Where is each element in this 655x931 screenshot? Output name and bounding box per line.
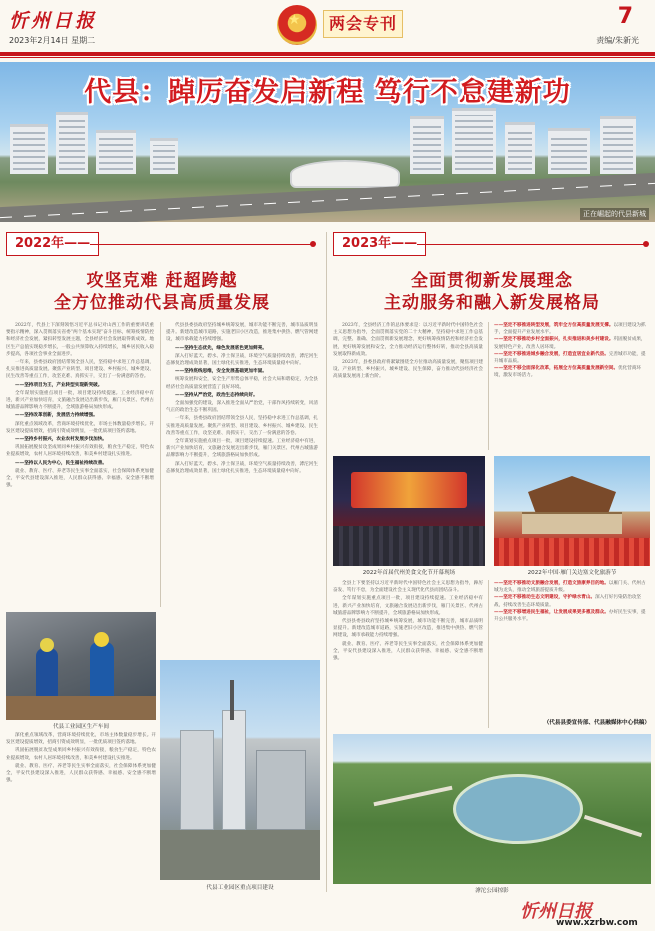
bullet-head: ——坚定不移增进民生福祉，让发展成果更多惠及群众。 — [494, 609, 609, 615]
paragraph: 巩固拓展脱贫攻坚成果同乡村振兴有效衔接，粮食生产稳定，特色农业提质增效，农村人居环境持续改善，和美乡村建设扎实推进。 — [6, 445, 154, 458]
headline-line: 攻坚克难 赶超跨越 — [86, 271, 238, 291]
article-column — [333, 322, 483, 450]
food-festival-photo — [333, 456, 485, 566]
column-divider — [488, 580, 489, 728]
page-number: 7 — [617, 4, 633, 29]
paragraph: 全年谋划实施重点项目一批，项目建设持续提速。工业经济稳中有进，新兴产业加快培育，文旅融合发展迈出新步伐，雁门关景区、代州古城旅游品牌影响力不断提升，全域旅游格局加快形成。 — [333, 596, 483, 616]
safety-helmet-icon — [40, 638, 54, 652]
editor-credit: 责编/朱新光 — [596, 36, 639, 45]
masthead-divider-thin — [0, 57, 655, 58]
park-lake — [453, 774, 583, 844]
paragraph: 代县县委县政府坚持城乡统筹发展，城市功能不断完善，城市品质明显提升。新建改造城市道路，实施老旧小区改造，推进集中供热、燃气管网建设，城市承载能力持续增强。 — [166, 323, 318, 343]
hero-caption: 正在崛起的代县新城 — [580, 208, 649, 220]
bullet-list — [494, 322, 650, 450]
bullet-body: 巩固脱贫成果，发展特色产业，改善人居环境。 — [494, 337, 646, 350]
paragraph: 深入打好蓝天、碧水、净土保卫战，环境空气质量持续改善，滹沱河生态修复治理成效显著，国土绿化扎实推进，生态环境质量稳中向好。 — [166, 461, 318, 474]
headline-line: 全方位推动代县高质量发展 — [54, 293, 270, 313]
section-title: 两会专刊 — [323, 10, 403, 38]
park-path — [584, 815, 642, 837]
machinery — [6, 696, 156, 720]
bullet-body: 以项目建设为抓手，全面提升产业发展水平。 — [494, 323, 646, 336]
bullet-head: ——坚定不移推进城乡融合发展，打造宜居宜业新代县。 — [494, 351, 609, 357]
footer-website: www.xzrbw.com — [556, 918, 638, 928]
subheading: ——坚持项目为王，产业转型实现新突破。 — [15, 382, 103, 388]
bullet-item — [494, 594, 650, 608]
paragraph: 全年谋划实施重点项目一批，项目建设持续提速。工业经济稳中有进，新兴产业加快培育，文旅融合发展迈出新步伐，雁门关景区、代州古城旅游品牌影响力不断提升，全域旅游格局加快形成。 — [166, 439, 318, 459]
bullet-item — [494, 351, 650, 365]
bullet-head: ——坚定不移推动文旅融合发展，打造文旅康养目的地。 — [494, 581, 609, 586]
masthead-divider — [0, 52, 655, 56]
article-column — [333, 580, 483, 728]
year-rule — [90, 244, 312, 245]
bullet-body: 办好民生实事，提升公共服务水平。 — [494, 609, 646, 623]
paragraph: 一年来，县委县政府团结带领全县人民，坚持稳中求进工作总基调，扎实推进高质量发展。聚焦产业转型、项目建设、乡村振兴、城乡建设、民生改善等重点工作，攻坚克难、真抓实干，交出了一份满意的答卷。 — [6, 360, 154, 380]
paragraph: 全年谋划实施重点项目一批，项目建设持续提速。工业经济稳中有进，新兴产业加快培育，文旅融合发展迈出新步伐，雁门关景区、代州古城旅游品牌影响力不断提升，全域旅游格局加快形成。 — [6, 390, 154, 411]
audience — [333, 526, 485, 566]
article-column — [6, 322, 154, 607]
page-divider — [326, 232, 327, 892]
plant-tower — [180, 730, 214, 830]
page-headline: 代县：踔厉奋发启新程 笃行不怠建新功 — [84, 77, 571, 108]
headline-line: 全面贯彻新发展理念 — [411, 271, 573, 291]
bullet-head: ——坚定不移推动生态文明建设，守护绿水青山。 — [494, 595, 596, 601]
paragraph: 统筹发展和安全，安全生产形势总体平稳，社会大局和谐稳定，为全县经济社会高质量发展营造了良好环境。 — [166, 377, 318, 390]
photo-caption: 代县工业园区重点项目建设 — [206, 885, 274, 891]
subheading: ——坚持乡村振兴，农业农村发展步伐加快。 — [15, 437, 107, 443]
park-path — [373, 786, 452, 807]
building — [10, 124, 48, 174]
plant-building — [256, 750, 306, 830]
bullet-item — [494, 322, 650, 336]
bullet-head: ——坚定不移推进转型发展，筑牢全方位高质量发展支撑。 — [494, 323, 614, 328]
building — [548, 128, 590, 174]
subheading: ——坚持生态优先，绿色发展底色更加鲜亮。 — [175, 345, 267, 351]
issue-date: 2023年2月14日 星期二 — [9, 36, 96, 45]
bullet-item — [494, 580, 650, 594]
photo-caption: 代县工业园区生产车间 — [53, 724, 109, 730]
bullet-body: 以雁门关、代州古城为龙头，推动全域旅游提质升级。 — [494, 581, 646, 594]
photo-caption: 2022年中国·雁门关边塞文化旅游节 — [527, 570, 617, 576]
footer-logo: 忻州日报 — [520, 901, 592, 922]
year-rule — [417, 244, 645, 245]
paragraph: 深化重点领域改革，营商环境持续优化，市场主体数量稳步增长。开发区建设提质增效，招商引资成效明显，一批优质项目签约落地。 — [6, 733, 156, 746]
year-band-2022 — [6, 232, 318, 258]
bullet-item — [494, 365, 650, 379]
newspaper-logo: 忻州日报 — [9, 10, 98, 32]
safety-helmet-icon — [94, 632, 109, 647]
masthead — [0, 0, 655, 58]
column-divider — [160, 322, 161, 607]
bullet-item — [494, 336, 650, 350]
performers — [494, 538, 650, 566]
year-band-2023 — [333, 232, 651, 258]
frontier-festival-photo — [494, 456, 650, 566]
building — [600, 116, 636, 174]
column-divider — [488, 322, 489, 450]
worker-figure — [90, 642, 114, 704]
year-rule-dot — [310, 241, 316, 247]
paragraph: 2023年，全县经济工作的总体要求是：以习近平新时代中国特色社会主义思想为指导，全面贯彻落实党的二十大精神，坚持稳中求进工作总基调，完整、准确、全面贯彻新发展理念，更好统筹疫情防控和经济社会发展，更好统筹发展和安全，全力推动经济运行整体好转，推动全县高质量发展取得新成效。 — [333, 323, 483, 357]
article-column — [166, 322, 318, 652]
year-label: 2023年—— — [333, 232, 426, 256]
ground — [160, 830, 320, 880]
chimney — [230, 680, 234, 720]
photo-caption: 滹沱公园掠影 — [475, 888, 509, 894]
subheading: ——坚持从严治党，政治生态持续向好。 — [175, 392, 258, 398]
paragraph: 深入打好蓝天、碧水、净土保卫战，环境空气质量持续改善，滹沱河生态修复治理成效显著，国土绿化扎实推进，生态环境质量稳中向好。 — [166, 353, 318, 367]
bullet-body: 优化营商环境，激发市场活力。 — [494, 366, 642, 379]
paragraph: 代县县委县政府坚持城乡统筹发展，城市功能不断完善，城市品质明显提升。新建改造城市道路，实施老旧小区改造，推进集中供热、燃气管网建设，城市承载能力持续增强。 — [333, 619, 483, 639]
park-aerial-photo — [333, 734, 651, 884]
bullet-list — [494, 580, 650, 716]
photo-caption: 2022年首届代州美食文化节开幕现场 — [362, 570, 456, 576]
paragraph: 就业、教育、医疗、养老等民生实事全面落实，社会保障体系更加健全，平安代县建设深入推进，人民群众获得感、幸福感、安全感不断增强。 — [6, 763, 156, 784]
right-headline — [333, 270, 651, 314]
paragraph: 全面加强党的建设，深入推进全面从严治党，干部作风持续转变，风清气正的政治生态不断巩固。 — [166, 401, 318, 414]
building — [505, 122, 535, 174]
factory-workers-photo — [6, 612, 156, 720]
year-label: 2022年—— — [6, 232, 99, 256]
bullet-item — [494, 609, 650, 623]
bullet-head: ——坚定不移推动乡村全面振兴，扎实推进和美乡村建设。 — [494, 337, 614, 343]
stadium — [290, 160, 400, 188]
paragraph: 2023年，县委县政府将紧紧围绕全方位推动高质量发展，聚焦项目建设、产业转型、乡村振兴、城乡建设、民生保障，奋力推动代县经济社会高质量发展再上新台阶。 — [333, 360, 483, 380]
paragraph: 就业、教育、医疗、养老等民生实事全面落实，社会保障体系更加健全，平安代县建设深入推进，人民群众获得感、幸福感、安全感不断增强。 — [333, 641, 483, 662]
headline-line: 主动服务和融入新发展格局 — [384, 293, 600, 313]
year-rule-dot — [643, 241, 649, 247]
article-column — [6, 732, 156, 882]
building — [150, 138, 178, 174]
bullet-body: 完善城市功能，提升城市品质。 — [494, 351, 646, 365]
building — [452, 108, 496, 174]
building — [96, 130, 136, 174]
paragraph: 巩固拓展脱贫攻坚成果同乡村振兴有效衔接，粮食生产稳定，特色农业提质增效，农村人居环境持续改善，和美乡村建设扎实推进。 — [6, 748, 156, 761]
plant-tower — [222, 710, 246, 830]
gate-tower — [528, 476, 616, 516]
building — [56, 112, 88, 174]
subheading: ——坚持底线思维，安全发展基础更加牢固。 — [175, 369, 267, 375]
paragraph: 就业、教育、医疗、养老等民生实事全面落实，社会保障体系更加健全，平安代县建设深入推进，人民群众获得感、幸福感、安全感不断增强。 — [6, 468, 154, 489]
industrial-plant-photo — [160, 660, 320, 880]
paragraph: 全县上下要坚持以习近平新时代中国特色社会主义思想为指导，踔厉奋发、笃行不怠，为全面建设社会主义现代化代县而团结奋斗。 — [333, 581, 483, 594]
paragraph: 2022年，代县上下深刻领悟习近平总书记对山西工作的重要讲话重要指示精神，深入贯彻落实省委“两个基本实现”奋斗目标，统筹疫情防控和经济社会发展，紧扣转型发展主题，全县经济社会发展取得新成效。地区生产总值实现稳步增长，一般公共预算收入持续增长，城乡居民收入稳步提高，各项社会事业全面进步。 — [6, 323, 154, 357]
hero-photo — [0, 62, 655, 222]
article-byline: （代县县委宣传部、代县融媒体中心供稿） — [543, 720, 650, 726]
subheading: ——坚持改革创新，发展活力持续增强。 — [15, 413, 98, 419]
stage-screen — [351, 472, 467, 508]
bullet-body: 深入打好污染防治攻坚战，持续改善生态环境质量。 — [494, 595, 642, 608]
building — [410, 116, 444, 174]
star-icon: ★ — [288, 12, 301, 28]
city-wall — [522, 512, 622, 534]
paragraph: 一年来，县委县政府团结带领全县人民，坚持稳中求进工作总基调，扎实推进高质量发展。聚焦产业转型、项目建设、乡村振兴、城乡建设、民生改善等重点工作，攻坚克难、真抓实干，交出了一份满意的答卷。 — [166, 416, 318, 436]
paragraph: 深化重点领域改革，营商环境持续优化，市场主体数量稳步增长。开发区建设提质增效，招商引资成效明显，一批优质项目签约落地。 — [6, 421, 154, 434]
left-headline — [6, 270, 318, 314]
subheading: ——坚持以人民为中心，民生福祉持续改善。 — [15, 460, 107, 466]
bullet-head: ——坚定不移全面深化改革，拓展全方位高质量发展新空间。 — [494, 366, 619, 372]
